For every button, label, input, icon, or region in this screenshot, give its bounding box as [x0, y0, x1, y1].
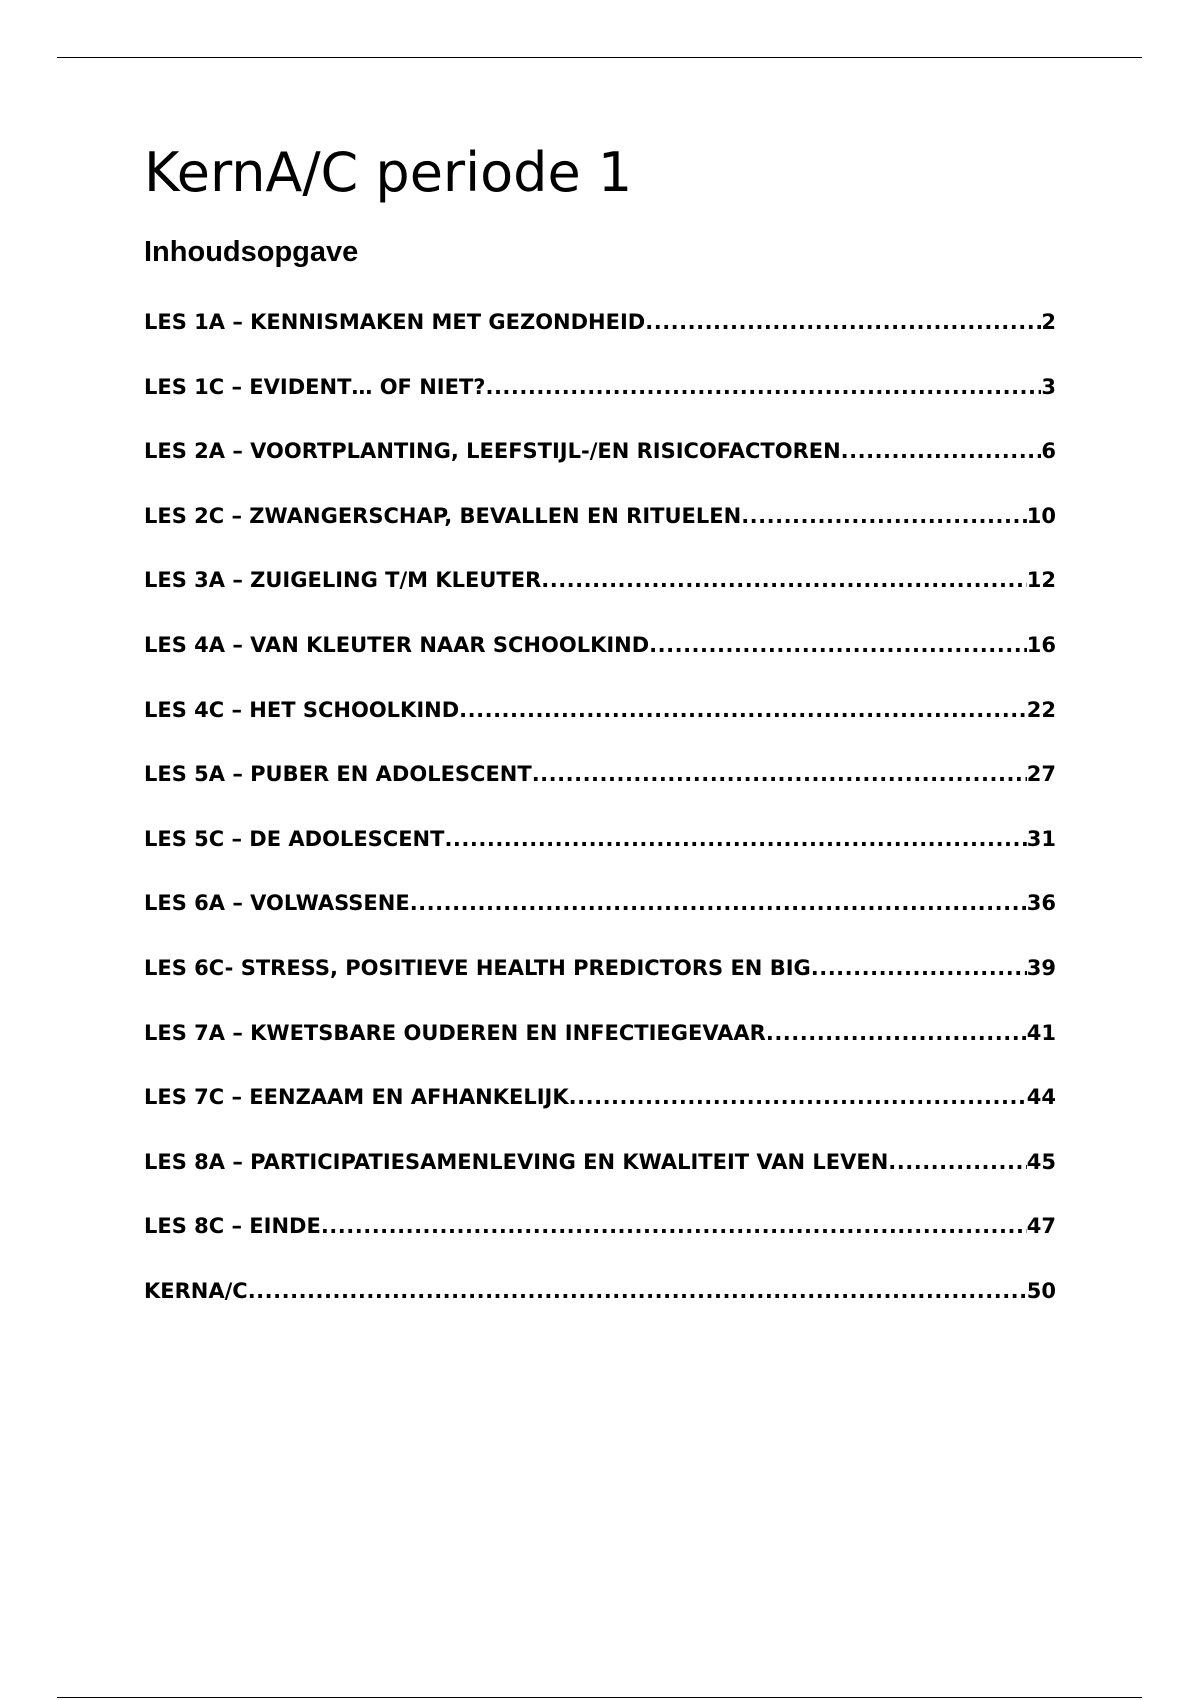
toc-entry-les-2c[interactable]	[144, 499, 1056, 564]
toc-entry-page: 22	[1026, 697, 1056, 722]
toc-entry-label: LES 4A – VAN KLEUTER NAAR SCHOOLKIND	[144, 632, 650, 657]
toc-entry-page: 16	[1026, 632, 1056, 657]
toc-entry-les-7a[interactable]	[144, 1016, 1056, 1081]
toc-entry-les-1a[interactable]	[144, 305, 1056, 370]
toc-dot-leader	[321, 1209, 1027, 1243]
toc-entry-label: LES 6A – VOLWASSENE	[144, 891, 410, 916]
toc-dot-leader	[766, 1016, 1027, 1050]
toc-entry-page: 10	[1026, 503, 1056, 528]
toc-entry-les-4c[interactable]	[144, 693, 1056, 758]
toc-dot-leader	[741, 499, 1027, 533]
toc-dot-leader	[569, 1080, 1027, 1114]
toc-entry-les-6a[interactable]	[144, 886, 1056, 951]
toc-entry-les-5a[interactable]	[144, 757, 1056, 822]
toc-heading: Inhoudsopgave	[144, 236, 359, 268]
toc-dot-leader	[485, 370, 1041, 404]
footer-rule	[57, 1697, 1142, 1698]
toc-entry-kerna-c[interactable]	[144, 1274, 1056, 1339]
toc-entry-page: 45	[1026, 1149, 1056, 1174]
toc-entry-label: KERNA/C	[144, 1278, 248, 1303]
toc-entry-page: 3	[1041, 374, 1056, 399]
toc-entry-les-5c[interactable]	[144, 822, 1056, 887]
toc-entry-page: 6	[1041, 439, 1056, 464]
toc-entry-les-6c[interactable]	[144, 951, 1056, 1016]
toc-entry-label: LES 6C- STRESS, POSITIEVE HEALTH PREDICTORS EN BIG	[144, 955, 811, 980]
toc-entry-les-7c[interactable]	[144, 1080, 1056, 1145]
header-rule	[57, 57, 1142, 58]
toc-entry-label: LES 8C – EINDE	[144, 1214, 321, 1239]
table-of-contents	[144, 305, 1056, 1339]
toc-entry-page: 44	[1026, 1085, 1056, 1110]
toc-dot-leader	[541, 563, 1027, 597]
toc-entry-les-3a[interactable]	[144, 563, 1056, 628]
toc-entry-label: LES 7A – KWETSBARE OUDEREN EN INFECTIEGEVAAR	[144, 1020, 766, 1045]
toc-entry-label: LES 8A – PARTICIPATIESAMENLEVING EN KWALITEIT VAN LEVEN	[144, 1149, 889, 1174]
toc-dot-leader	[811, 951, 1027, 985]
toc-entry-label: LES 5C – DE ADOLESCENT	[144, 826, 445, 851]
toc-entry-les-8a[interactable]	[144, 1145, 1056, 1210]
toc-dot-leader	[410, 886, 1027, 920]
toc-entry-label: LES 2C – ZWANGERSCHAP, BEVALLEN EN RITUELEN	[144, 503, 742, 528]
toc-entry-les-1c[interactable]	[144, 370, 1056, 435]
toc-entry-label: LES 5A – PUBER EN ADOLESCENT	[144, 762, 532, 787]
toc-entry-label: LES 3A – ZUIGELING T/M KLEUTER	[144, 568, 542, 593]
toc-entry-page: 39	[1026, 955, 1056, 980]
toc-dot-leader	[649, 628, 1027, 662]
toc-entry-page: 31	[1026, 826, 1056, 851]
toc-entry-label: LES 1A – KENNISMAKEN MET GEZONDHEID	[144, 310, 646, 334]
toc-dot-leader	[888, 1145, 1026, 1179]
toc-entry-page: 50	[1026, 1278, 1056, 1303]
toc-entry-les-2a[interactable]	[144, 434, 1056, 499]
toc-dot-leader	[444, 822, 1026, 856]
toc-entry-label: LES 2A – VOORTPLANTING, LEEFSTIJL-/EN RISICOFACTOREN	[144, 439, 841, 464]
toc-entry-page: 12	[1026, 568, 1056, 593]
toc-entry-page: 27	[1026, 762, 1056, 787]
toc-entry-page: 36	[1026, 891, 1056, 916]
document-title: KernA/C periode 1	[144, 141, 633, 204]
toc-dot-leader	[532, 757, 1027, 791]
toc-entry-label: LES 4C – HET SCHOOLKIND	[144, 697, 460, 722]
toc-entry-page: 2	[1041, 310, 1056, 334]
toc-dot-leader	[248, 1274, 1027, 1308]
toc-dot-leader	[645, 305, 1041, 339]
toc-entry-les-4a[interactable]	[144, 628, 1056, 693]
toc-entry-les-8c[interactable]	[144, 1209, 1056, 1274]
toc-entry-page: 41	[1026, 1020, 1056, 1045]
toc-entry-label: LES 1C – EVIDENT… OF NIET?	[144, 374, 486, 399]
toc-dot-leader	[841, 434, 1042, 468]
toc-dot-leader	[459, 693, 1027, 727]
toc-entry-page: 47	[1026, 1214, 1056, 1239]
toc-entry-label: LES 7C – EENZAAM EN AFHANKELIJK	[144, 1085, 569, 1110]
